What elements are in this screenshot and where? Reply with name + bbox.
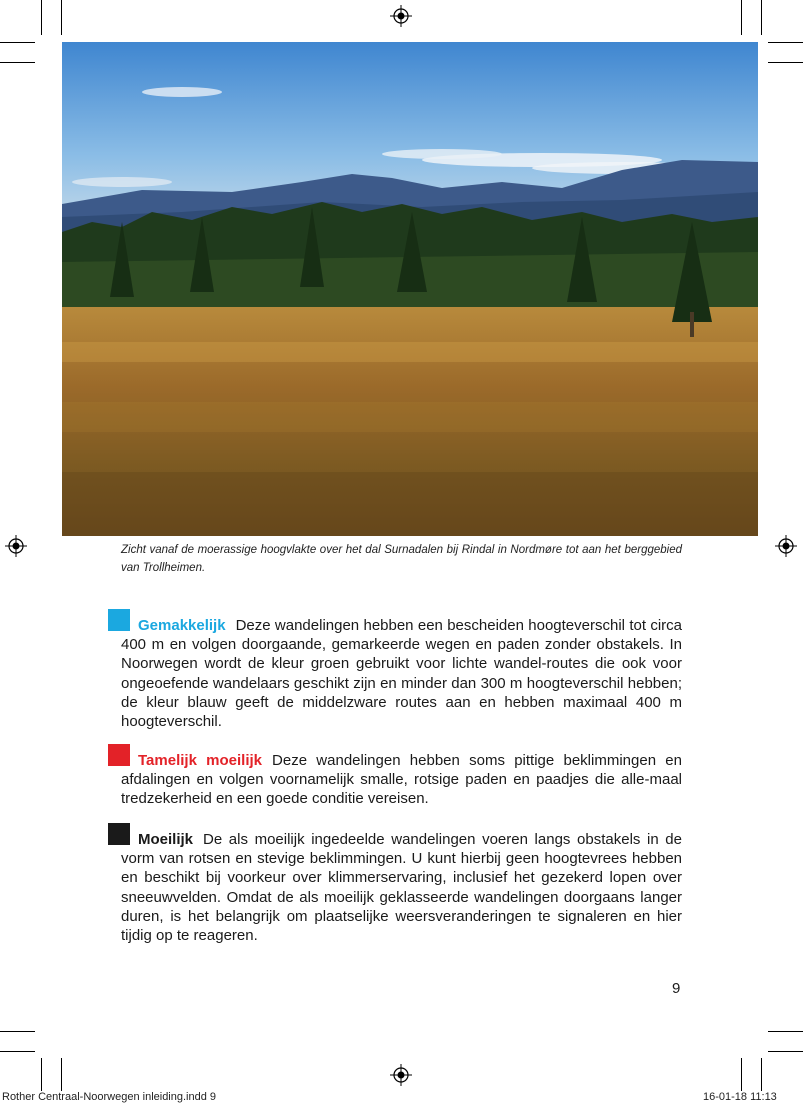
crop-mark (0, 62, 35, 63)
blue-square-icon (108, 609, 130, 631)
difficulty-label: Gemakkelijk (138, 617, 226, 634)
registration-mark-icon (390, 5, 412, 27)
slug-file: Rother Centraal-Noorwegen inleiding.indd 9 (2, 1091, 217, 1103)
red-square-icon (108, 744, 130, 766)
landscape-photo (62, 42, 758, 536)
difficulty-label: Moeilijk (138, 831, 194, 848)
crop-mark (0, 42, 35, 43)
crop-mark (761, 1058, 762, 1091)
crop-mark (61, 1058, 62, 1091)
difficulty-text: De als moeilijk ingedeelde wandelingen voeren langs obstakels in de vorm van rotsen en stevige beklimmingen. U kunt hierbij geen hoogtevrees hebben en beschikt bij voorkeur over klimmerservaring, inclusief het gezekerd lopen over sneeuwvelden. Omdat de als moeilijk geklasseerde wandelingen doorgaans langer duren, is het belangrijk om plaatselijke weersveranderingen te signaleren en hier tijdig op te reageren. (121, 831, 682, 945)
crop-mark (741, 1058, 742, 1091)
registration-mark-icon (5, 535, 27, 557)
black-square-icon (108, 823, 130, 845)
registration-mark-icon (775, 535, 797, 557)
landscape-photo-drawing (62, 42, 758, 536)
crop-mark (41, 0, 42, 35)
difficulty-text: Deze wandelingen hebben een bescheiden hoogteverschil tot circa 400 m en volgen doorgaande, gemarkeerde wegen en paden zonder obstakels. In Noorwegen wordt de kleur groen gebruikt voor lichte wandel-routes die ook voor ongeoefende wandelaars geschikt zijn en minder dan 300 m hoogteverschil hebben; de kleur blauw geeft de middelzware routes aan en hebben maximaal 400 m hoogteverschil. (121, 617, 682, 731)
crop-mark (0, 1051, 35, 1052)
difficulty-label: Tamelijk moeilijk (138, 752, 263, 769)
crop-mark (761, 0, 762, 35)
crop-mark (41, 1058, 42, 1091)
crop-mark (768, 1031, 803, 1032)
registration-mark-icon (390, 1064, 412, 1086)
crop-mark (768, 1051, 803, 1052)
crop-mark (0, 1031, 35, 1032)
crop-mark (768, 42, 803, 43)
slug-date: 16-01-18 11:13 (703, 1091, 777, 1103)
photo-caption: Zicht vanaf de moerassige hoogvlakte over het dal Surnadalen bij Rindal in Nordmøre tot aan het berggebied van Trollheimen. (121, 544, 682, 574)
difficulty-moderate (121, 751, 682, 809)
difficulty-text: Deze wandelingen hebben soms pittige beklimmingen en afdalingen en volgen voornamelijk smalle, rotsige paden en paadjes die alle-maal tredzekerheid en een goede conditie vereisen. (121, 752, 682, 808)
crop-mark (768, 62, 803, 63)
page-number: 9 (672, 980, 681, 997)
difficulty-hard (121, 830, 682, 945)
crop-mark (61, 0, 62, 35)
crop-mark (741, 0, 742, 35)
difficulty-easy (121, 616, 682, 731)
